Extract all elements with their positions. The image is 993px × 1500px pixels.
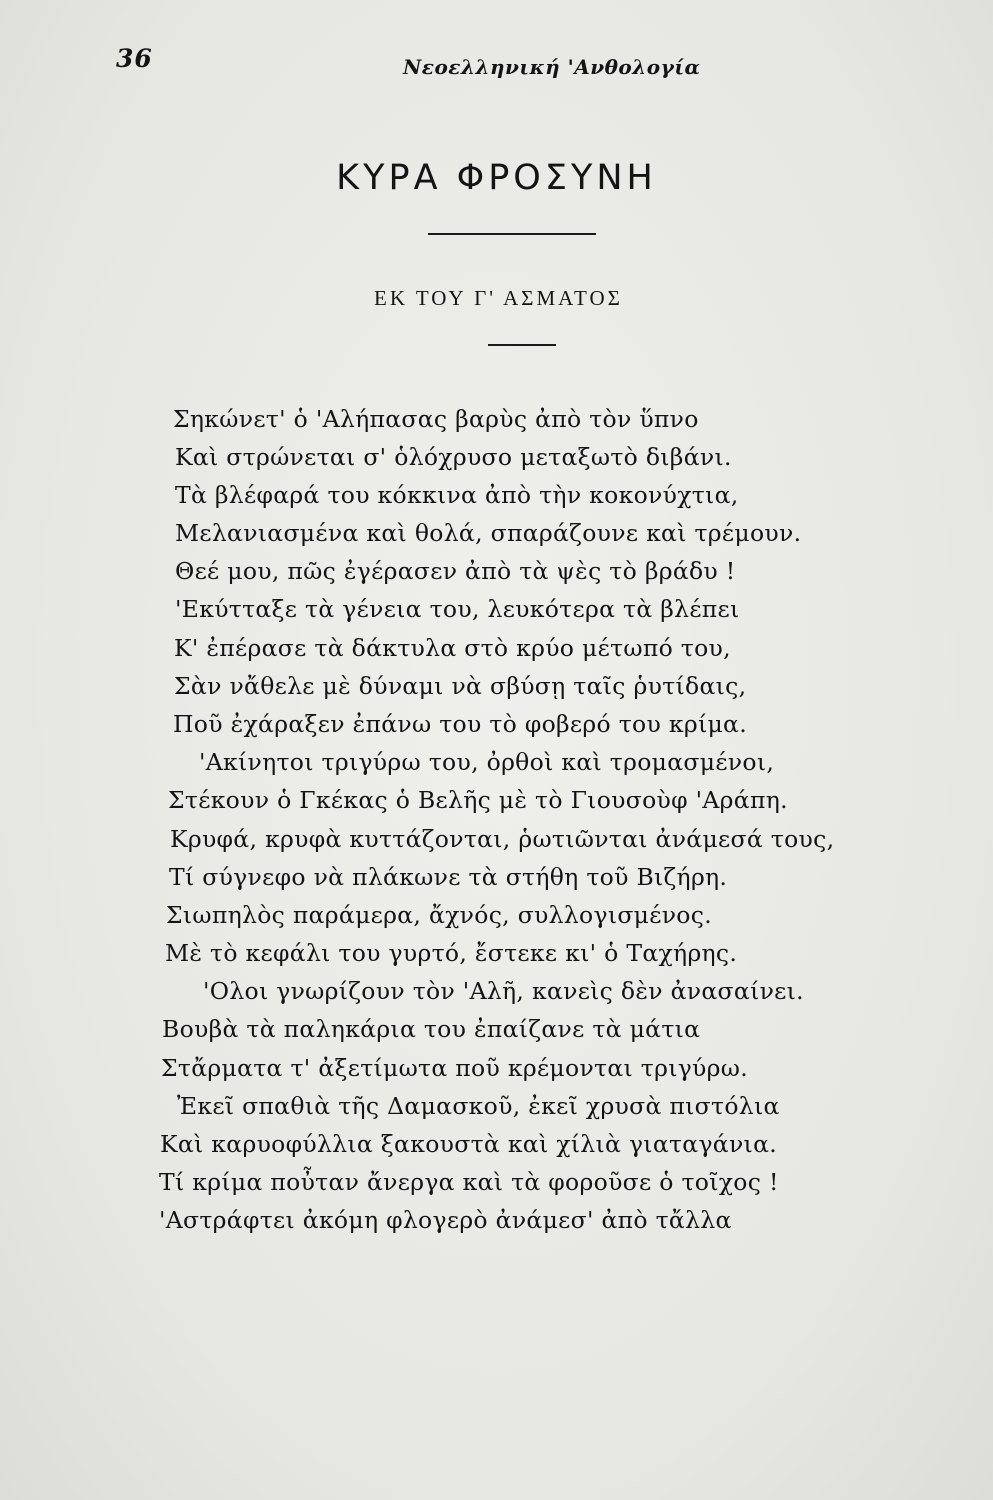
verse-line: Θεέ μου, πῶς ἐγέρασεν ἀπὸ τὰ ψὲς τὸ βράδυ ! — [175, 557, 736, 585]
verse-line: Στέκουν ὁ Γκέκας ὁ Βελῆς μὲ τὸ Γιουσοὺφ 'Αράπη. — [168, 786, 788, 814]
verse-line: 'Αστράφτει ἀκόμη φλογερὸ ἀνάμεσ' ἀπὸ τἄλλα — [159, 1206, 732, 1234]
title-divider — [428, 233, 596, 235]
verse-line: Καὶ στρώνεται σ' ὁλόχρυσο μεταξωτὸ διβάνι. — [175, 443, 732, 471]
verse-line: 'Ακίνητοι τριγύρω του, ὀρθοὶ καὶ τρομασμένοι, — [199, 748, 775, 776]
verse-line: Καὶ καρυοφύλλια ξακουστὰ καὶ χίλιὰ γιαταγάνια. — [160, 1130, 778, 1158]
verse-line: Βουβὰ τὰ παληκάρια του ἐπαίζανε τὰ μάτια — [162, 1015, 701, 1043]
verse-line: Σὰν νἄθελε μὲ δύναμι νὰ σβύσῃ ταῖς ῥυτίδαις, — [174, 672, 747, 700]
verse-line: Σηκώνετ' ὁ 'Αλήπασας βαρὺς ἀπὸ τὸν ὕπνο — [173, 405, 699, 433]
verse-line: Κρυφά, κρυφὰ κυττάζονται, ῥωτιῶνται ἀνάμεσά τους, — [170, 825, 835, 853]
verse-line: Τὰ βλέφαρά του κόκκινα ἀπὸ τὴν κοκονύχτια, — [175, 481, 739, 509]
verse-line: Ποῦ ἐχάραξεν ἐπάνω του τὸ φοβερό του κρίμα. — [173, 710, 747, 738]
page-number: 36 — [116, 44, 153, 73]
verse-line: Τί κρίμα ποὖταν ἄνεργα καὶ τὰ φοροῦσε ὁ τοῖχος ! — [159, 1168, 779, 1196]
verse-line: Τί σύγνεφο νὰ πλάκωνε τὰ στήθη τοῦ Βιζήρη. — [169, 863, 728, 891]
poem-title: ΚΥΡΑ ΦΡΟΣΥΝΗ — [336, 158, 657, 198]
verse-line: Ἐκεῖ σπαθιὰ τῆς Δαμασκοῦ, ἐκεῖ χρυσὰ πιστόλια — [177, 1092, 780, 1120]
poem-subtitle: ΕΚ ΤΟΥ Γ' ΑΣΜΑΤΟΣ — [374, 286, 623, 310]
running-header: Νεοελληνική 'Ανθολογία — [403, 55, 701, 79]
verse-line: Μὲ τὸ κεφάλι του γυρτό, ἔστεκε κι' ὁ Ταχήρης. — [165, 939, 738, 967]
verse-line: Κ' ἐπέρασε τὰ δάκτυλα στὸ κρύο μέτωπό του, — [174, 634, 731, 662]
subtitle-divider — [488, 344, 556, 346]
verse-line: Στἄρματα τ' ἀξετίμωτα ποῦ κρέμονται τριγύρω. — [161, 1054, 748, 1082]
verse-line: 'Εκύτταξε τὰ γένεια του, λευκότερα τὰ βλέπει — [175, 595, 740, 623]
verse-line: Μελανιασμένα καὶ θολά, σπαράζουνε καὶ τρέμουν. — [175, 519, 802, 547]
verse-line: 'Ολοι γνωρίζουν τὸν 'Αλῆ, κανεὶς δὲν ἀνασαίνει. — [203, 977, 804, 1005]
verse-line: Σιωπηλὸς παράμερα, ἄχνός, συλλογισμένος. — [166, 901, 712, 929]
